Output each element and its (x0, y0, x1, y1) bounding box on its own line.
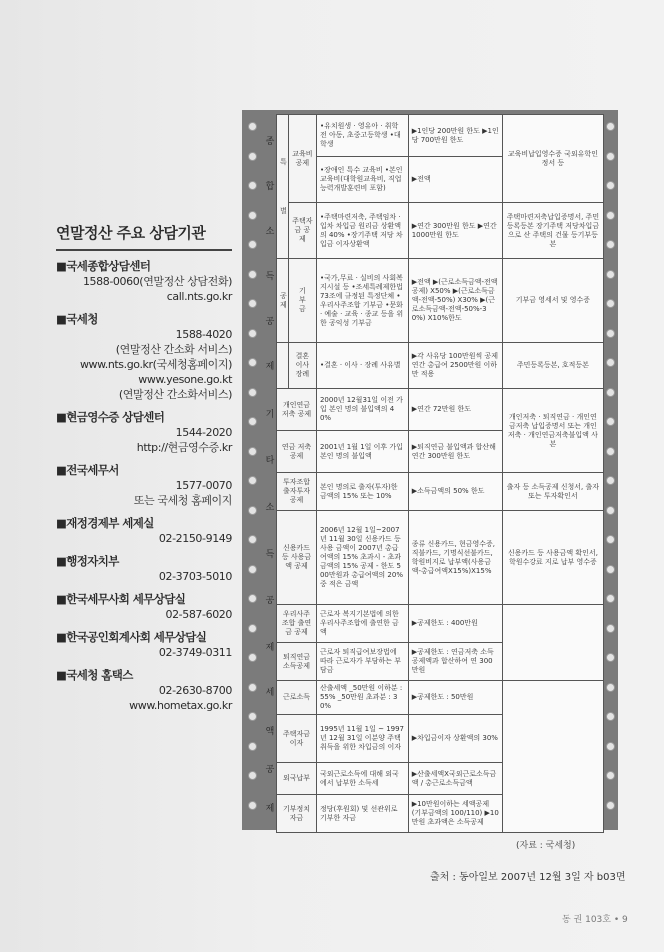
politic-target: 정당(후원회) 및 선관위로 기부한 자금 (316, 795, 408, 833)
esop-label: 우리사주조합 출연금 공제 (277, 605, 317, 643)
table-row (277, 115, 604, 157)
invest-target: 본인 명의로 출자(투자)한 금액의 15% 또는 10% (316, 473, 408, 511)
edu-label: 교육비 공제 (288, 115, 316, 203)
binder-ring (248, 742, 257, 751)
wedding-limit: ▶각 사유당 100만원씩 공제 연간 총급여 2500만원 이하만 적용 (408, 343, 502, 389)
foreign-limit: ▶산출세액X국외근로소득금액 / 총근로소득금액 (408, 763, 502, 795)
org-contact-line: 02-3749-0311 (158, 646, 232, 659)
binder-ring (606, 270, 615, 279)
binder-ring (248, 771, 257, 780)
earned-limit: ▶공제한도 : 50만원 (408, 681, 502, 715)
org-contact-line: www.nts.go.kr(국세청홈페이지) (79, 358, 232, 371)
consultation-sidebar (56, 222, 232, 713)
binder-ring (606, 712, 615, 721)
binder-ring (606, 299, 615, 308)
pension-docs: 개인저축 · 퇴직연금 · 개인연금저축 납입증명서 또는 개인저축 · 개인연금저축불입액 사본 (502, 389, 603, 473)
binder-ring (606, 329, 615, 338)
binder-ring (248, 506, 257, 515)
section-char: 세 (265, 687, 275, 698)
interest-limit: ▶차입금이자 상환액의 30% (408, 715, 502, 763)
org-contact-line: (연말정산 간소화서비스) (118, 388, 232, 401)
section-label-tax-credit (264, 672, 276, 827)
org-contact-line: 1544-2020 (175, 426, 232, 439)
binder-ring (248, 653, 257, 662)
earned-target: 산출세액 _50만원 이하분 : 55% _50만원 초과분 : 30% (316, 681, 408, 715)
binder-ring (248, 476, 257, 485)
binder-ring (248, 270, 257, 279)
org-contact-line: 또는 국세청 홈페이지 (133, 494, 232, 507)
binder-ring (606, 683, 615, 692)
org-name: ■국세청 (56, 312, 98, 326)
earned-label: 근로소득 (277, 681, 317, 715)
donation-label (288, 259, 316, 343)
pension-label: 개인연금 저축 공제 (277, 389, 317, 431)
binder-ring (606, 535, 615, 544)
org-contact-line: 02-587-6020 (165, 608, 232, 621)
org-name: ■한국세무사회 세무상담실 (56, 592, 186, 606)
card-label: 신용카드 등 사용금액 공제 (277, 511, 317, 605)
org-contact-line: 1588-4020 (175, 328, 232, 341)
donation-docs: 기부금 영세서 및 영수증 (502, 259, 603, 343)
label-char: 기 (298, 287, 306, 295)
binder-ring (606, 358, 615, 367)
pension2-label: 연금 저축 공제 (277, 431, 317, 473)
binder-ring (248, 535, 257, 544)
org-contact-line: 02-2630-8700 (158, 684, 232, 697)
binder-ring (606, 388, 615, 397)
empty-cell (502, 605, 603, 681)
table-row (277, 259, 604, 343)
wedding-label: 결혼 이사 장례 (288, 343, 316, 389)
org-contact-line: 02-2150-9149 (158, 532, 232, 545)
section-char: 제 (265, 643, 275, 654)
invest-docs: 출자 등 소득공제 신청서, 출자 또는 투자확인서 (502, 473, 603, 511)
pension-target: 2000년 12월31일 이전 가입 본인 명의 불입액의 40% (316, 389, 408, 431)
section-char: 타 (265, 456, 275, 467)
table-row (277, 511, 604, 605)
section-char: 공 (265, 317, 275, 327)
binder-ring (248, 329, 257, 338)
foreign-target: 국외근로소득에 대해 외국에서 납부한 소득세 (316, 763, 408, 795)
binder-ring (606, 417, 615, 426)
card-docs: 신용카드 등 사용금액 확인서, 학원수강료 지로 납부 영수증 (502, 511, 603, 605)
table-row (277, 343, 604, 389)
housing-limit: ▶연간 300만원 한도 ▶연간 1000만원 한도 (408, 203, 502, 259)
binder-ring (248, 152, 257, 161)
org-contact-line: 02-3703-5010 (158, 570, 232, 583)
section-char: 득 (265, 272, 275, 282)
binder-ring (248, 594, 257, 603)
special-deduction-label (277, 115, 289, 259)
politic-label: 기부정치 자금 (277, 795, 317, 833)
binder-ring (606, 771, 615, 780)
binder-ring (248, 417, 257, 426)
esop-limit: ▶공제한도 : 400만원 (408, 605, 502, 643)
retire-limit: ▶공제한도 : 연금저축 소득공제액과 합산하여 연 300만원 (408, 643, 502, 681)
section-char: 공 (265, 596, 275, 607)
org-name: ■한국공인회계사회 세무상담실 (56, 630, 207, 644)
binder-ring (248, 565, 257, 574)
org-contact-line: 1577-0070 (175, 479, 232, 492)
binder-ring (606, 122, 615, 131)
pension2-target: 2001년 1월 1일 이후 가입 본인 명의 불입액 (316, 431, 408, 473)
binder-ring (248, 712, 257, 721)
section-char: 합 (265, 182, 275, 192)
source-note: (자료 : 국세청) (516, 841, 576, 851)
section-char: 기 (265, 409, 275, 420)
deduction-table (276, 114, 604, 833)
org-name: ■재정경제부 세제실 (56, 516, 154, 530)
binder-ring (248, 447, 257, 456)
binder-ring (248, 299, 257, 308)
empty-cell (277, 343, 289, 389)
binder-ring (606, 211, 615, 220)
section-char: 액 (265, 726, 275, 737)
sidebar-title: 연말정산 주요 상담기관 (56, 222, 232, 251)
table-row (277, 681, 604, 715)
edu-docs: 교육비납입영수증 국외유학인정서 등 (502, 115, 603, 203)
origin-citation: 출처 : 동아일보 2007년 12월 3일 자 b03면 (430, 872, 626, 883)
wedding-docs: 주민등록등본, 호적등본 (502, 343, 603, 389)
card-limit: 종류 신용카드, 현금영수증, 직불카드, 기명식선불카드, 학원비지로 납부액(사용금액-총급여액X15%)X15% (408, 511, 502, 605)
org-list (56, 258, 232, 713)
donation-target: •국가,무료 · 실비의 사회복지시설 등 •조세특례제한법 73조에 규정된 특정단체 •우리사주조합 기부금 •문화 · 예술 · 교육 · 종교 등을 위한 공익성 기부금 (316, 259, 408, 343)
pension-limit: ▶연간 72만원 한도 (408, 389, 502, 431)
binder-ring (606, 624, 615, 633)
housing-target: •주택마련저축, 주택임차 · 입차 차입금 원리금 상환액의 40% •장기주택 저당 차입금 이자상환액 (316, 203, 408, 259)
binder-ring (606, 240, 615, 249)
binder-ring (606, 653, 615, 662)
binder-ring (606, 476, 615, 485)
binder-ring (248, 801, 257, 810)
pension2-limit: ▶퇴직연금 불입액과 합산해 연간 300만원 한도 (408, 431, 502, 473)
table-row (277, 473, 604, 511)
table-row (277, 203, 604, 259)
edu2-target: •장애인 특수 교육비 •본인 교육비(대학원교육비, 직업능력개발훈련비 포함) (316, 157, 408, 203)
card-target: 2006년 12월 1일~2007년 11월 30일 신용카드 등 사용 금액이 2007년 총급여액의 15% 초과시 - 초과금액의 15% 공제 - 한도 500만원과 총급여액의 20% 중 적은 금액 (316, 511, 408, 605)
binder-ring (606, 565, 615, 574)
org-contact-line: www.yesone.go.kt (138, 373, 232, 386)
org-contact-line: call.nts.go.kr (166, 290, 232, 303)
binder-ring (606, 594, 615, 603)
housing-label: 주택자금 공제 (288, 203, 316, 259)
org-name: ■국세청 홈택스 (56, 668, 133, 682)
esop-target: 근로자 복지기본법에 의한 우리사주조합에 출연한 금액 (316, 605, 408, 643)
org-contact-line: http://현금영수증.kr (136, 441, 232, 454)
deduction-label (277, 259, 289, 343)
label-char: 별 (280, 206, 287, 215)
invest-label: 투자조합 출자투자공제 (277, 473, 317, 511)
table-row (277, 389, 604, 431)
section-label-other (264, 390, 276, 670)
section-label-comprehensive (264, 118, 276, 388)
label-char: 공 (280, 291, 287, 300)
binder-ring (606, 181, 615, 190)
org-contact-line: (연말정산 간소화 서비스) (115, 343, 232, 356)
edu-limit: ▶1인당 200만원 한도 ▶1인당 700만원 한도 (408, 115, 502, 157)
housing-docs: 주택마련저축납입증명서, 주민등록등본 장기주택 저당차입금으로 산 주택의 건물 등기부등본 (502, 203, 603, 259)
politic-limit: ▶10만원이하는 세액공제 (기부금액의 100/110) ▶10만원 초과액은 소득공제 (408, 795, 502, 833)
binder-ring (606, 152, 615, 161)
binder-ring (606, 506, 615, 515)
binder-ring (248, 358, 257, 367)
binder-ring (248, 240, 257, 249)
binder-ring (606, 801, 615, 810)
section-char: 소 (265, 227, 275, 237)
section-char: 종 (265, 137, 275, 147)
foreign-label: 외국납부 (277, 763, 317, 795)
org-name: ■국세종합상담센터 (56, 259, 151, 273)
empty-cell (502, 681, 603, 833)
section-char: 소 (265, 503, 275, 514)
binder-ring (606, 447, 615, 456)
wedding-target: •결혼 · 이사 · 장례 사유별 (316, 343, 408, 389)
interest-label: 주택자금 이자 (277, 715, 317, 763)
binder-ring (606, 742, 615, 751)
section-char: 제 (265, 804, 275, 815)
retire-target: 근로자 퇴직급여보장법에 따라 근로자가 부담하는 부담금 (316, 643, 408, 681)
label-char: 부 (298, 296, 306, 304)
edu2-limit: ▶전액 (408, 157, 502, 203)
binder-ring (248, 211, 257, 220)
section-char: 득 (265, 549, 275, 560)
retire-label: 퇴직연금 소득공제 (277, 643, 317, 681)
binder-ring (248, 122, 257, 131)
binder-ring (248, 388, 257, 397)
page-footer: 동 권 103호 • 9 (562, 915, 628, 925)
binder-ring (248, 181, 257, 190)
org-name: ■행정자치부 (56, 554, 119, 568)
section-char: 공 (265, 765, 275, 776)
table-row (277, 605, 604, 643)
donation-limit: ▶전액 ▶(근로소득금액-전액공제) X50% ▶(근로소득금액-전액-50%) X30% ▶(근로소득금액-전액-50%-30%) X10%한도 (408, 259, 502, 343)
binder-ring (248, 683, 257, 692)
label-char: 특 (280, 157, 287, 166)
section-char: 제 (265, 362, 275, 372)
org-name: ■현금영수증 상담센터 (56, 410, 165, 424)
org-contact-line: www.hometax.go.kr (129, 699, 232, 712)
org-name: ■전국세무서 (56, 463, 119, 477)
binder-ring (248, 624, 257, 633)
label-char: 제 (280, 300, 287, 309)
interest-target: 1995년 11월 1일 ~ 1997년 12월 31일 이분양 주택 취득을 위한 차입금의 이자 (316, 715, 408, 763)
label-char: 금 (298, 305, 306, 313)
invest-limit: ▶소득금액의 50% 한도 (408, 473, 502, 511)
edu-target: •유치원생 · 영유아 · 취학전 아동, 초중고등학생 •대학생 (316, 115, 408, 157)
org-contact-line: 1588-0060(연말정산 상담전화) (82, 275, 232, 288)
